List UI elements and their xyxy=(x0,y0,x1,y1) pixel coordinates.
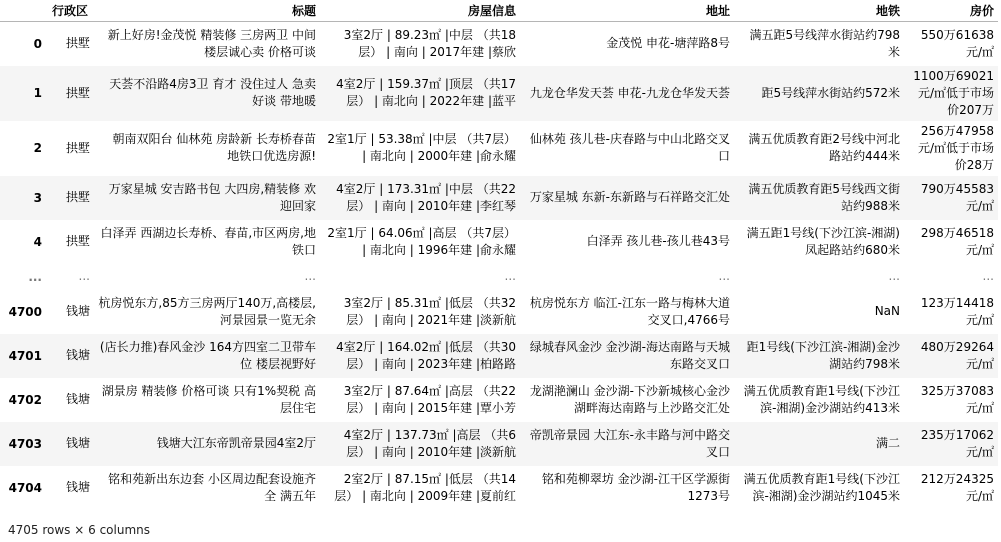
table-cell: ... xyxy=(78,269,90,283)
table-row xyxy=(0,334,998,378)
table-cell: 天荟不沿路4房3卫 育才 没住过人 急卖好谈 带地暖 xyxy=(109,77,316,108)
table-cell: 4室2厅 | 159.37㎡ |顶层 （共17层） | 南北向 | 2022年建 |蓝平 xyxy=(336,77,516,108)
table-cell: 2室1厅 | 53.38㎡ |中层 （共7层） | 南北向 | 2000年建 |俞永耀 xyxy=(327,132,516,163)
table-cell: ... xyxy=(982,269,994,283)
table-cell: 550万61638元/㎡ xyxy=(920,27,994,59)
table-cell: 拱墅 xyxy=(65,140,90,155)
table-cell: 钱塘 xyxy=(65,480,90,494)
table-row xyxy=(0,176,998,220)
table-cell: 123万14418元/㎡ xyxy=(920,295,994,327)
table-cell: 2室1厅 | 64.06㎡ |高层 （共7层） | 南北向 | 1996年建 |俞永耀 xyxy=(327,225,516,257)
table-cell: 白泽弄 西湖边长寿桥、春苗,市区两房,地铁口 xyxy=(100,225,316,257)
table-row xyxy=(0,220,998,264)
table-cell: 256万47958元/㎡低于市场价28万 xyxy=(917,123,994,172)
table-cell: 拱墅 xyxy=(65,190,90,204)
row-index: 4701 xyxy=(8,348,42,363)
table-cell: 325万37083元/㎡ xyxy=(920,383,994,415)
table-cell: 朝南双阳台 仙林苑 房龄新 长寿桥春苗 地铁口优选房源! xyxy=(112,132,316,163)
table-cell: 4室2厅 | 137.73㎡ |高层 （共6层） | 南向 | 2010年建 |淡新航 xyxy=(343,427,516,459)
table-cell: 3室2厅 | 89.23㎡ |中层 （共18层） | 南向 | 2017年建 |蔡欣 xyxy=(343,27,516,59)
table-body xyxy=(0,22,998,510)
table-cell: 4室2厅 | 173.31㎡ |中层 （共22层） | 南向 | 2010年建 |李红琴 xyxy=(336,181,516,213)
table-cell: 3室2厅 | 85.31㎡ |低层 （共32层） | 南向 | 2021年建 |淡新航 xyxy=(343,295,516,327)
table-cell: 九龙仓华发天荟 申花-九龙仓华发天荟 xyxy=(529,85,730,100)
table-cell: 钱塘大江东帝凯帝景园4室2厅 xyxy=(156,436,316,450)
row-index: 3 xyxy=(33,190,42,205)
table-cell: 235万17062元/㎡ xyxy=(920,427,994,459)
table-cell: 满五优质教育距1号线(下沙江滨-湘湖)金沙湖站约1045米 xyxy=(743,471,900,503)
table-cell: 790万45583元/㎡ xyxy=(920,181,994,213)
table-cell: 298万46518元/㎡ xyxy=(920,225,994,257)
table-cell: 距5号线萍水街站约572米 xyxy=(761,85,900,100)
table-row xyxy=(0,66,998,121)
column-header: 行政区 xyxy=(46,0,94,22)
table-row xyxy=(0,121,998,176)
table-cell: 绿城春风金沙 金沙湖-海达南路与天城东路交叉口 xyxy=(529,339,730,371)
table-cell: 铭和苑新出东边套 小区周边配套设施齐全 满五年 xyxy=(108,471,316,503)
column-header: 地铁 xyxy=(734,0,904,22)
header-row xyxy=(0,0,998,22)
row-count-footer: 4705 rows × 6 columns xyxy=(8,523,150,537)
table-cell: 满五距1号线(下沙江滨-湘湖)凤起路站约680米 xyxy=(746,225,900,257)
index-header xyxy=(0,0,46,22)
row-index: 4 xyxy=(33,234,42,249)
table-cell: 满五优质教育距2号线中河北路站约444米 xyxy=(748,132,900,163)
table-cell: 钱塘 xyxy=(65,436,90,450)
table-cell: 212万24325元/㎡ xyxy=(920,471,994,503)
table-cell: 2室2厅 | 87.15㎡ |低层 （共14层） | 南北向 | 2009年建 |夏前红 xyxy=(334,471,516,503)
table-cell: 拱墅 xyxy=(65,234,90,248)
table-cell: 湖景房 精装修 价格可谈 只有1%契税 高层住宅 xyxy=(101,383,316,415)
table-row xyxy=(0,422,998,466)
table-cell: 钱塘 xyxy=(65,348,90,362)
table-cell: 铭和苑柳翠坊 金沙湖-江干区学源街1273号 xyxy=(541,471,730,503)
column-header: 地址 xyxy=(520,0,734,22)
table-row xyxy=(0,378,998,422)
table-cell: 帝凯帝景园 大江东-永丰路与河中路交叉口 xyxy=(529,427,730,459)
table-cell: 仙林苑 孩儿巷-庆春路与中山北路交叉口 xyxy=(529,132,730,163)
row-index: ... xyxy=(28,269,42,284)
table-cell: ... xyxy=(504,269,516,283)
table-row xyxy=(0,466,998,510)
table-cell: 满五距5号线萍水街站约798米 xyxy=(749,27,900,59)
table-cell: 龙湖滟澜山 金沙湖-下沙新城核心金沙湖畔海达南路与上沙路交汇处 xyxy=(529,383,730,415)
table-cell: ... xyxy=(888,269,900,283)
row-index: 4703 xyxy=(8,436,42,451)
table-cell: 新上好房!金茂悦 精装修 三房两卫 中间楼层诚心卖 价格可谈 xyxy=(107,27,316,59)
column-header: 标题 xyxy=(94,0,320,22)
table-cell: 钱塘 xyxy=(65,304,90,318)
table-cell: 480万29264元/㎡ xyxy=(920,339,994,371)
table-cell: NaN xyxy=(874,304,900,318)
table-cell: (店长力推)春风金沙 164方四室二卫带车位 楼层视野好 xyxy=(99,339,316,371)
table-row xyxy=(0,290,998,334)
table-cell: ... xyxy=(718,269,730,283)
row-index: 4704 xyxy=(8,480,42,495)
table-cell: 杭房悦东方 临江-江东一路与梅林大道交叉口,4766号 xyxy=(529,295,730,327)
table-cell: 满二 xyxy=(875,436,900,450)
row-index: 1 xyxy=(33,86,42,100)
table-cell: 满五优质教育距1号线(下沙江滨-湘湖)金沙湖站约413米 xyxy=(743,383,900,415)
table-cell: 钱塘 xyxy=(65,392,90,406)
column-header: 房价 xyxy=(904,0,998,22)
row-index: 2 xyxy=(33,141,42,155)
table-cell: 拱墅 xyxy=(65,36,90,51)
ellipsis-row xyxy=(0,264,998,290)
table-cell: 4室2厅 | 164.02㎡ |低层 （共30层） | 南向 | 2023年建 |柏路路 xyxy=(336,339,516,371)
column-header: 房屋信息 xyxy=(320,0,520,22)
table-cell: 3室2厅 | 87.64㎡ |高层 （共22层） | 南向 | 2015年建 |覃小芳 xyxy=(343,383,516,415)
row-index: 4700 xyxy=(8,304,42,319)
table-cell: 拱墅 xyxy=(65,85,90,100)
table-header xyxy=(0,0,998,22)
table-cell: 万家星城 安吉路书包 大四房,精装修 欢迎回家 xyxy=(108,181,316,213)
table-cell: 杭房悦东方,85方三房两厅140万,高楼层,河景园景一览无余 xyxy=(98,295,316,327)
table-cell: ... xyxy=(304,269,316,283)
table-cell: 满五优质教育距5号线西文街站约988米 xyxy=(748,181,900,213)
table-row xyxy=(0,22,998,66)
table-cell: 距1号线(下沙江滨-湘湖)金沙湖站约798米 xyxy=(746,339,900,371)
table-cell: 1100万69021元/㎡低于市场价207万 xyxy=(913,68,994,117)
table-cell: 万家星城 东新-东新路与石祥路交汇处 xyxy=(529,190,730,204)
row-index: 4702 xyxy=(8,392,42,407)
row-index: 0 xyxy=(33,36,42,51)
table-cell: 白泽弄 孩儿巷-孩儿巷43号 xyxy=(586,234,730,248)
table-cell: 金茂悦 申花-塘萍路8号 xyxy=(606,36,730,51)
